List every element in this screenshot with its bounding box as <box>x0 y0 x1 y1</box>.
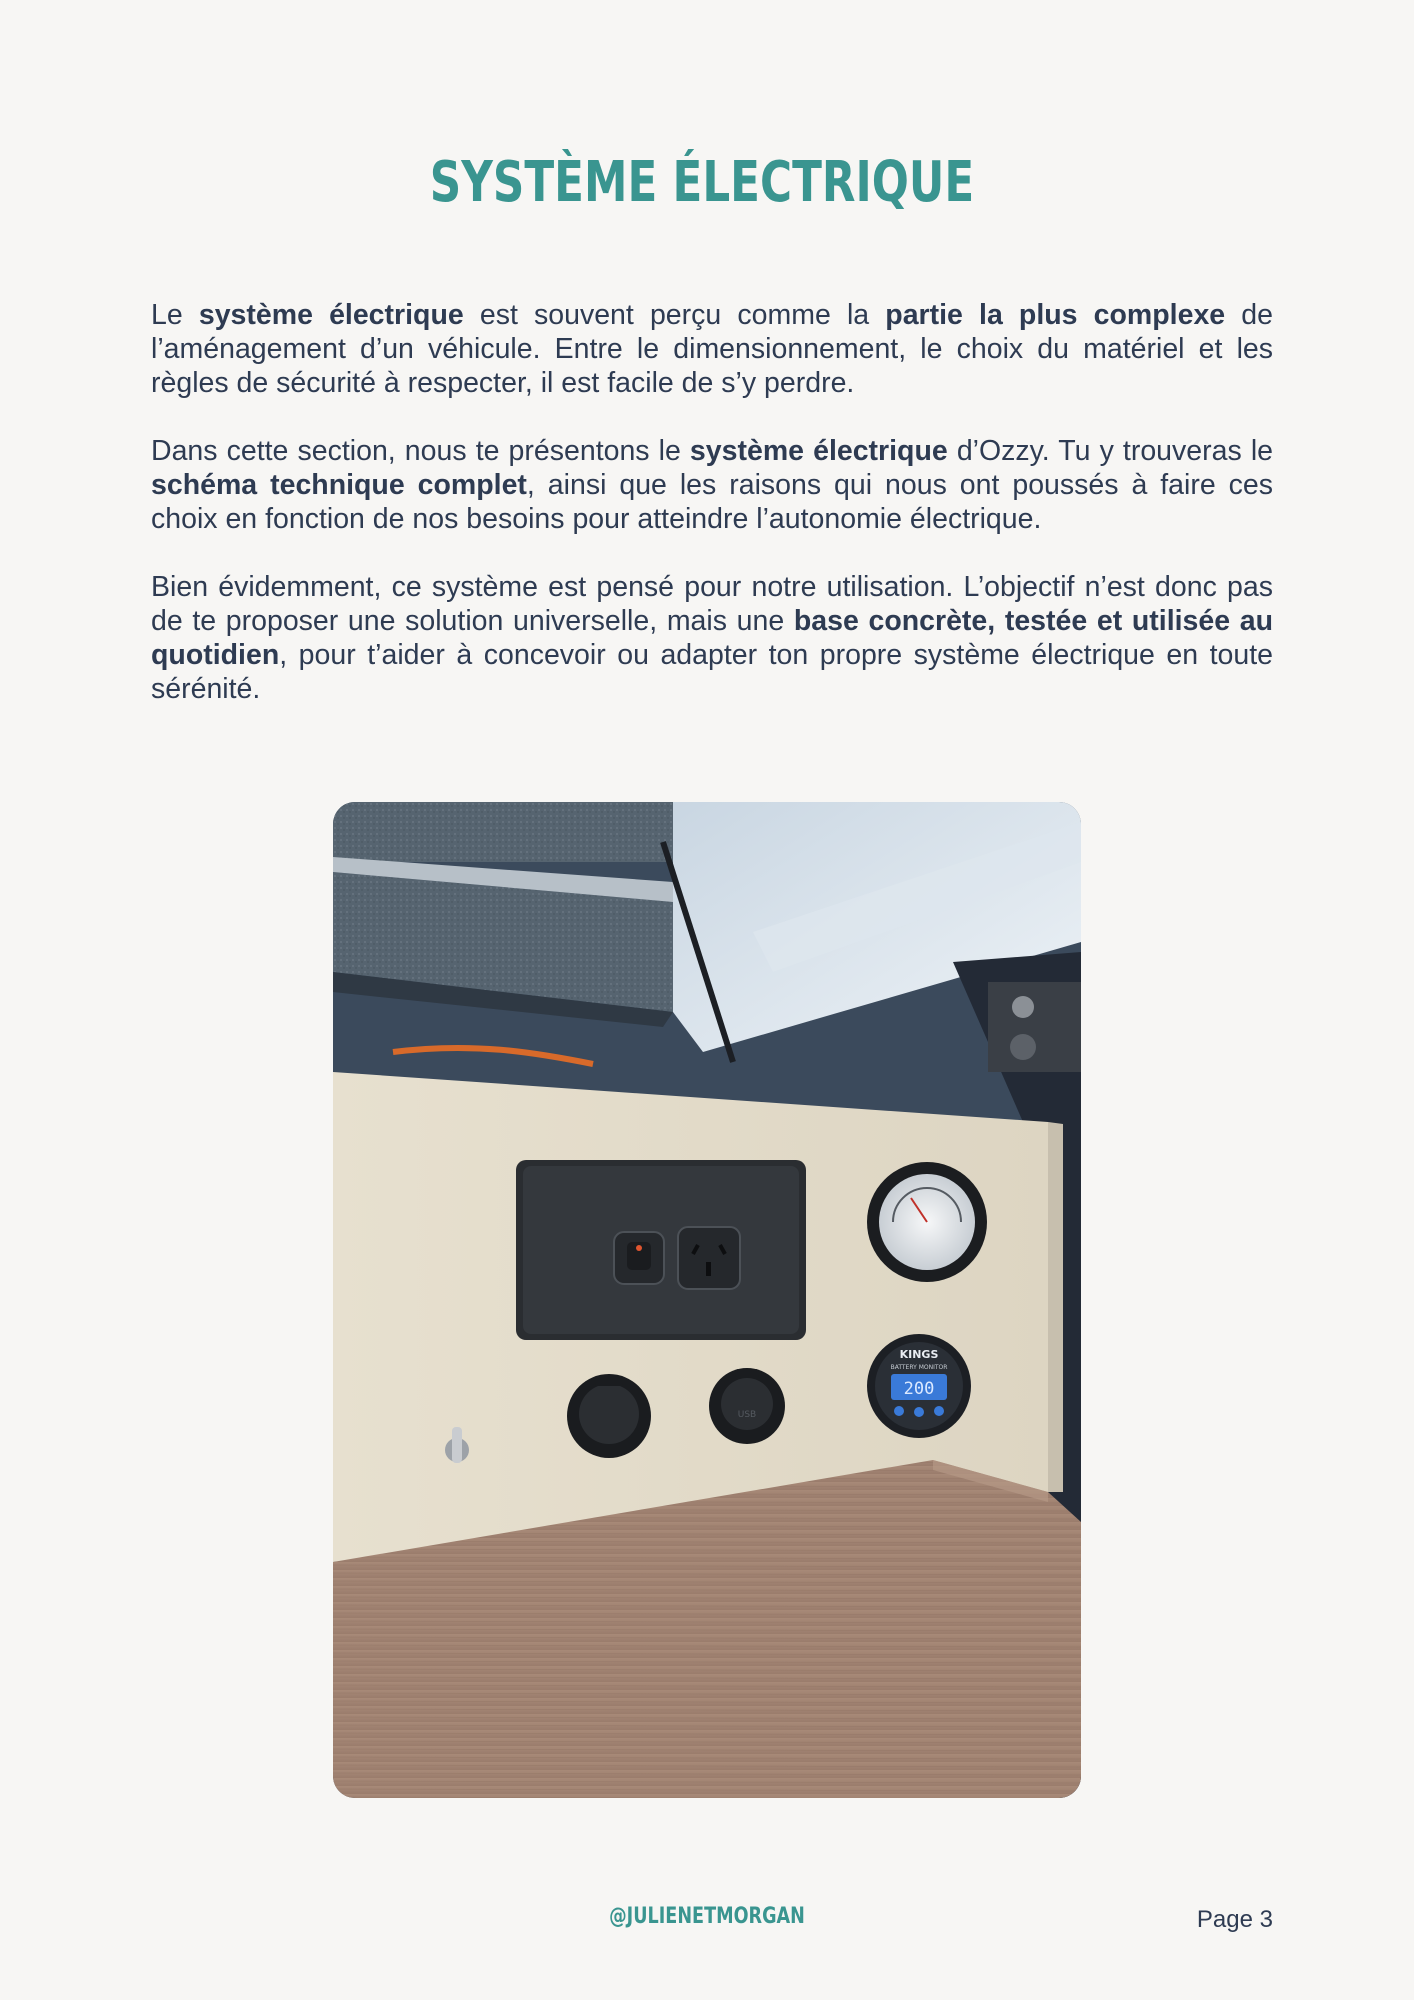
electrical-panel-photo <box>333 802 1081 1798</box>
bold-text: système électrique <box>198 299 464 331</box>
monitor-label: BATTERY MONITOR <box>890 1364 948 1371</box>
text-run: Le <box>151 299 199 331</box>
bold-text: base concrète, testée et utilisée au quotidien <box>151 605 1273 671</box>
text-run: , ainsi que les raisons qui nous ont poussés à faire ces choix en fonction de nos besoins pour atteindre l’autonomie électrique. <box>151 469 1273 535</box>
intro-text <box>151 298 1273 706</box>
bold-text: système électrique <box>689 435 948 467</box>
bold-text: schéma technique complet <box>151 469 527 501</box>
svg-text:USB: USB <box>737 1410 757 1420</box>
footer-handle: @JULIENETMORGAN <box>609 1904 805 1929</box>
text-run: Bien évidemment, ce système est pensé pour notre utilisation. L’objectif n’est donc pas de te proposer une solution universelle, mais une <box>151 571 1273 637</box>
bold-text: partie la plus complexe <box>885 299 1226 331</box>
text-run: , pour t’aider à concevoir ou adapter ton propre système électrique en toute sérénité. <box>151 639 1273 705</box>
page-title: SYSTÈME ÉLECTRIQUE <box>429 150 975 215</box>
paragraph-3 <box>151 570 1273 706</box>
page-number: Page 3 <box>1196 1906 1273 1933</box>
paragraph-2 <box>151 434 1273 536</box>
monitor-reading: 200 <box>903 1379 935 1399</box>
text-run: de l’aménagement d’un véhicule. Entre le dimensionnement, le choix du matériel et les règles de sécurité à respecter, il est facile de s’y perdre. <box>151 299 1273 399</box>
monitor-brand: KINGS <box>899 1348 939 1361</box>
text-run: est souvent perçu comme la <box>463 299 886 331</box>
text-run: Dans cette section, nous te présentons le <box>151 435 690 467</box>
text-run: d’Ozzy. Tu y trouveras le <box>947 435 1273 467</box>
paragraph-1 <box>151 298 1273 400</box>
